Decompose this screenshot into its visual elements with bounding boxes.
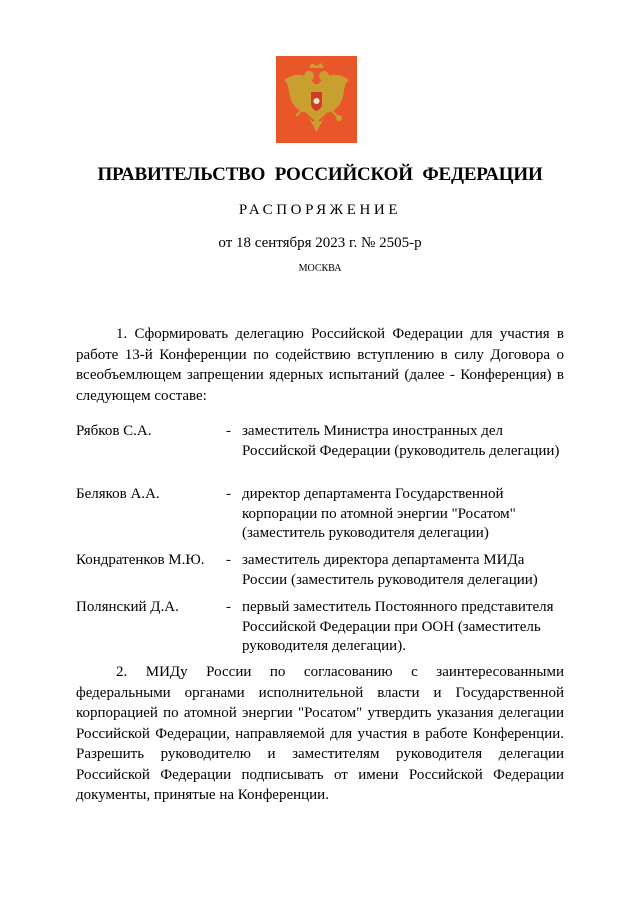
member-name: Беляков А.А. <box>76 486 160 502</box>
paragraph-1 <box>76 324 564 406</box>
member-dash: - <box>226 552 231 568</box>
member-role: заместитель директора департамента МИДа России (заместитель руководителя делегации) <box>242 552 538 588</box>
document-date: от 18 сентября 2023 г. № 2505-р <box>218 235 422 251</box>
member-name: Кондратенков М.Ю. <box>76 552 205 568</box>
government-title: ПРАВИТЕЛЬСТВО РОССИЙСКОЙ ФЕДЕРАЦИИ <box>97 164 543 185</box>
member-dash: - <box>226 423 231 439</box>
document-city: МОСКВА <box>298 263 342 274</box>
member-dash: - <box>226 486 231 502</box>
member-role: директор департамента Государственной корпорации по атомной энергии "Росатом" (заместитель руководителя делегации) <box>242 486 516 541</box>
paragraph-2-text: 2. МИДу России по согласованию с заинтересованными федеральными органами исполнительной власти и Государственной корпорацией по атомной энергии "Росатом" утвердить указания делегации Российской Федерации, направляемой для участия в работе Конференции. Разрешить руководителю и заместителям руководителя делегации Российской Федерации подписывать от имени Российской Федерации документы, принятые на Конференции. <box>76 664 564 803</box>
coat-of-arms-icon <box>276 56 357 143</box>
paragraph-2 <box>76 662 564 806</box>
member-role: первый заместитель Постоянного представителя Российской Федерации при ООН (заместитель руководителя делегации). <box>242 599 554 654</box>
paragraph-1-text: 1. Сформировать делегацию Российской Федерации для участия в работе 13-й Конференции по содействию вступлению в силу Договора о всеобъемлющем запрещении ядерных испытаний (далее - Конференция) в следующем составе: <box>76 326 564 404</box>
member-name: Рябков С.А. <box>76 423 152 439</box>
member-name: Полянский Д.А. <box>76 599 179 615</box>
document-type: РАСПОРЯЖЕНИЕ <box>238 202 402 218</box>
member-role: заместитель Министра иностранных дел Российской Федерации (руководитель делегации) <box>242 423 560 459</box>
member-dash: - <box>226 599 231 615</box>
